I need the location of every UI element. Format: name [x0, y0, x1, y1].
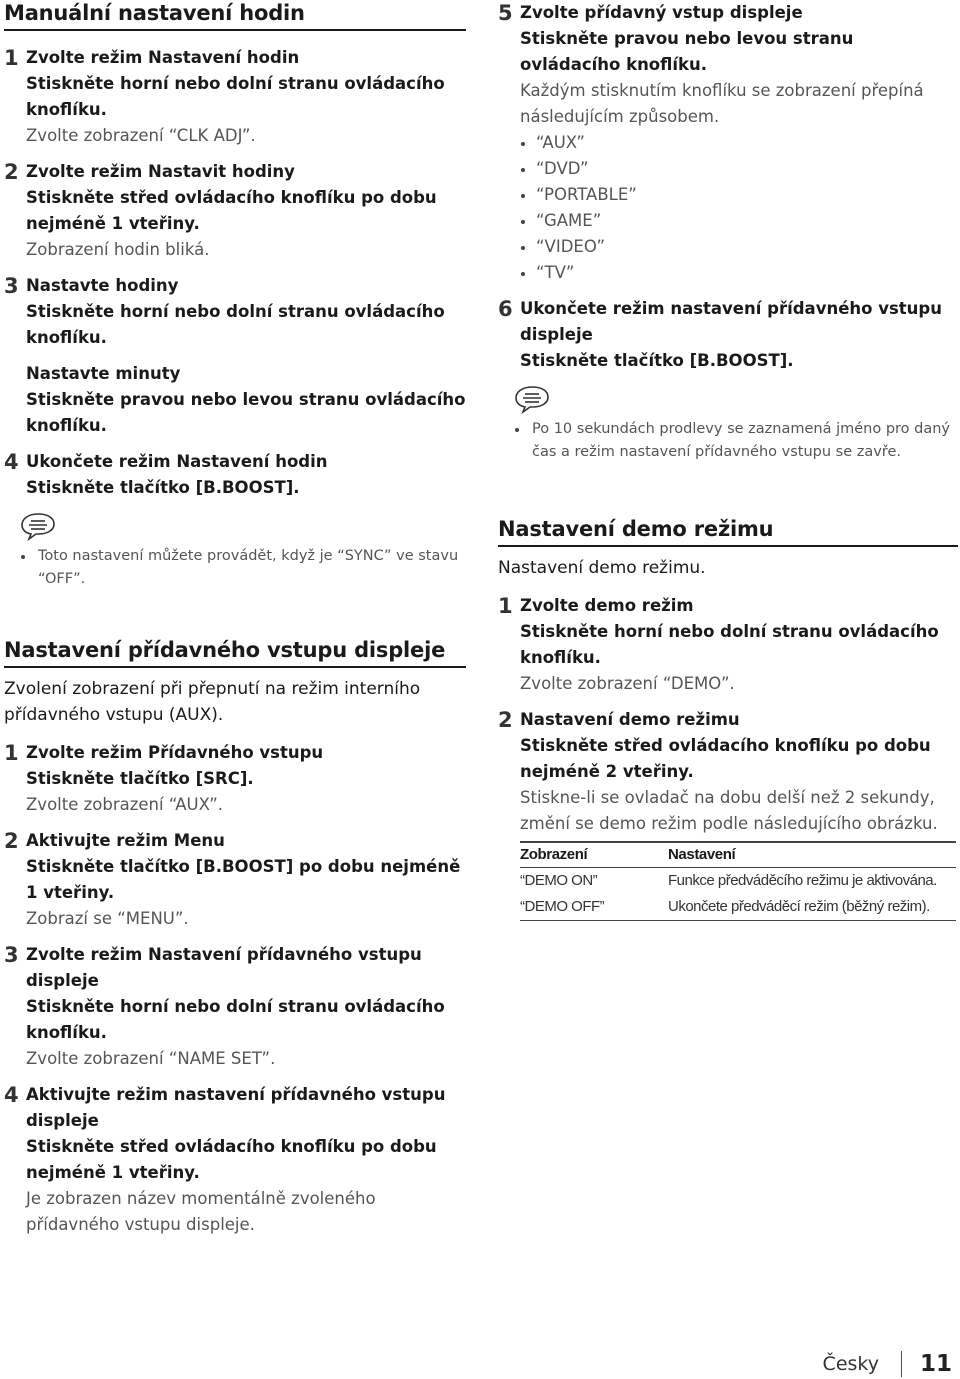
step-action: Stiskněte tlačítko [SRC].: [26, 769, 254, 788]
step-title: Ukončete režim nastavení přídavného vstupu displeje: [520, 299, 942, 344]
option-item: “TV”: [520, 260, 958, 286]
table-header-row: [520, 842, 956, 868]
demo-step-2: [498, 707, 958, 921]
aux-step-3: [4, 942, 466, 1072]
step-number: 1: [4, 46, 19, 70]
step-number: 6: [498, 297, 513, 321]
footer-language: Česky: [822, 1353, 879, 1375]
step-result: Zvolte zobrazení “NAME SET”.: [26, 1049, 276, 1068]
demo-step-1: [498, 593, 958, 697]
step-title: Zvolte režim Nastavit hodiny: [26, 162, 295, 181]
clock-note: [20, 511, 466, 591]
section-title-demo: Nastavení demo režimu: [498, 516, 958, 547]
note-icon: [20, 511, 56, 541]
note-text: Toto nastavení můžete provádět, když je “SYNC” ve stavu “OFF”.: [20, 545, 466, 591]
table-header: Nastavení: [668, 842, 956, 868]
step-result: Zvolte zobrazení “CLK ADJ”.: [26, 126, 256, 145]
step-title: Zvolte režim Nastavení přídavného vstupu displeje: [26, 945, 422, 990]
step-result: Zvolte zobrazení “DEMO”.: [520, 674, 735, 693]
step-title: Ukončete režim Nastavení hodin: [26, 452, 328, 471]
step-title: Nastavte hodiny: [26, 276, 179, 295]
step-number: 2: [4, 829, 19, 853]
aux-step-1: [4, 740, 466, 818]
aux-step-6: [498, 296, 958, 374]
step-result: Je zobrazen název momentálně zvoleného přídavného vstupu displeje.: [26, 1189, 376, 1234]
table-cell: Ukončete předváděcí režim (běžný režim).: [668, 894, 956, 921]
step-action: Stiskněte tlačítko [B.BOOST] po dobu nejméně 1 vteřiny.: [26, 857, 461, 902]
step-action: Stiskněte horní nebo dolní stranu ovládacího knoflíku.: [26, 302, 445, 347]
step-subaction: Stiskněte pravou nebo levou stranu ovládacího knoflíku.: [26, 390, 466, 435]
step-action: Stiskněte horní nebo dolní stranu ovládacího knoflíku.: [26, 74, 445, 119]
step-number: 2: [4, 160, 19, 184]
left-column: [4, 0, 466, 1248]
clock-step-4: [4, 449, 466, 501]
table-cell: “DEMO ON”: [520, 872, 598, 889]
aux-step-5: [498, 0, 958, 286]
step-number: 3: [4, 274, 19, 298]
step-title: Aktivujte režim nastavení přídavného vstupu displeje: [26, 1085, 446, 1130]
step-number: 4: [4, 1083, 19, 1107]
step-action: Stiskněte horní nebo dolní stranu ovládacího knoflíku.: [520, 622, 939, 667]
page-number: 11: [919, 1351, 952, 1377]
step-result: Stiskne-li se ovladač na dobu delší než 2 sekundy, změní se demo režim podle následujícího obrázku.: [520, 788, 938, 833]
step-title: Zvolte demo režim: [520, 596, 694, 615]
clock-step-1: [4, 45, 466, 149]
aux-step-4: [4, 1082, 466, 1238]
page-footer: [823, 1349, 952, 1379]
step-action: Stiskněte tlačítko [B.BOOST].: [520, 351, 794, 370]
clock-step-3: [4, 273, 466, 439]
table-row: [520, 868, 956, 895]
option-item: “GAME”: [520, 208, 958, 234]
section-intro: Nastavení demo režimu.: [498, 558, 706, 578]
note-icon: [514, 384, 550, 414]
option-item: “AUX”: [520, 130, 958, 156]
step-title: Zvolte přídavný vstup displeje: [520, 3, 803, 22]
step-action: Stiskněte střed ovládacího knoflíku po dobu nejméně 1 vteřiny.: [26, 1137, 437, 1182]
option-list: [520, 130, 958, 286]
clock-step-2: [4, 159, 466, 263]
step-title: Nastavení demo režimu: [520, 710, 740, 729]
step-result: Zobrazí se “MENU”.: [26, 909, 189, 928]
step-number: 2: [498, 708, 513, 732]
footer-divider: [901, 1351, 902, 1377]
table-cell: “DEMO OFF”: [520, 894, 668, 921]
step-number: 1: [4, 741, 19, 765]
step-subtitle: Nastavte minuty: [26, 364, 181, 383]
aux-step-2: [4, 828, 466, 932]
demo-mode-table: [520, 841, 956, 921]
table-header: Zobrazení: [520, 842, 668, 868]
step-action: Stiskněte střed ovládacího knoflíku po dobu nejméně 2 vteřiny.: [520, 736, 931, 781]
section-title-clock: Manuální nastavení hodin: [4, 0, 466, 31]
step-action: Stiskněte pravou nebo levou stranu ovládacího knoflíku.: [520, 29, 854, 74]
step-result: Každým stisknutím knoflíku se zobrazení přepíná následujícím způsobem.: [520, 81, 924, 126]
step-action: Stiskněte střed ovládacího knoflíku po dobu nejméně 1 vteřiny.: [26, 188, 437, 233]
option-item: “DVD”: [520, 156, 958, 182]
option-item: “PORTABLE”: [520, 182, 958, 208]
section-intro: Zvolení zobrazení při přepnutí na režim interního přídavného vstupu (AUX).: [4, 679, 421, 725]
step-title: Aktivujte režim Menu: [26, 831, 225, 850]
step-title: Zvolte režim Přídavného vstupu: [26, 743, 324, 762]
step-result: Zvolte zobrazení “AUX”.: [26, 795, 224, 814]
table-cell: Funkce předváděcího režimu je aktivována.: [668, 872, 937, 889]
step-number: 1: [498, 594, 513, 618]
right-column: [498, 0, 958, 931]
step-title: Zvolte režim Nastavení hodin: [26, 48, 300, 67]
table-row: [520, 894, 956, 921]
step-action: Stiskněte horní nebo dolní stranu ovládacího knoflíku.: [26, 997, 445, 1042]
step-action: Stiskněte tlačítko [B.BOOST].: [26, 478, 300, 497]
option-item: “VIDEO”: [520, 234, 958, 260]
step-number: 5: [498, 1, 513, 25]
step-number: 4: [4, 450, 19, 474]
step-result: Zobrazení hodin bliká.: [26, 240, 210, 259]
section-title-aux: Nastavení přídavného vstupu displeje: [4, 637, 466, 668]
step-number: 3: [4, 943, 19, 967]
note-text: Po 10 sekundách prodlevy se zaznamená jméno pro daný čas a režim nastavení přídavného vstupu se zavře.: [514, 418, 958, 464]
aux-note: [514, 384, 958, 464]
